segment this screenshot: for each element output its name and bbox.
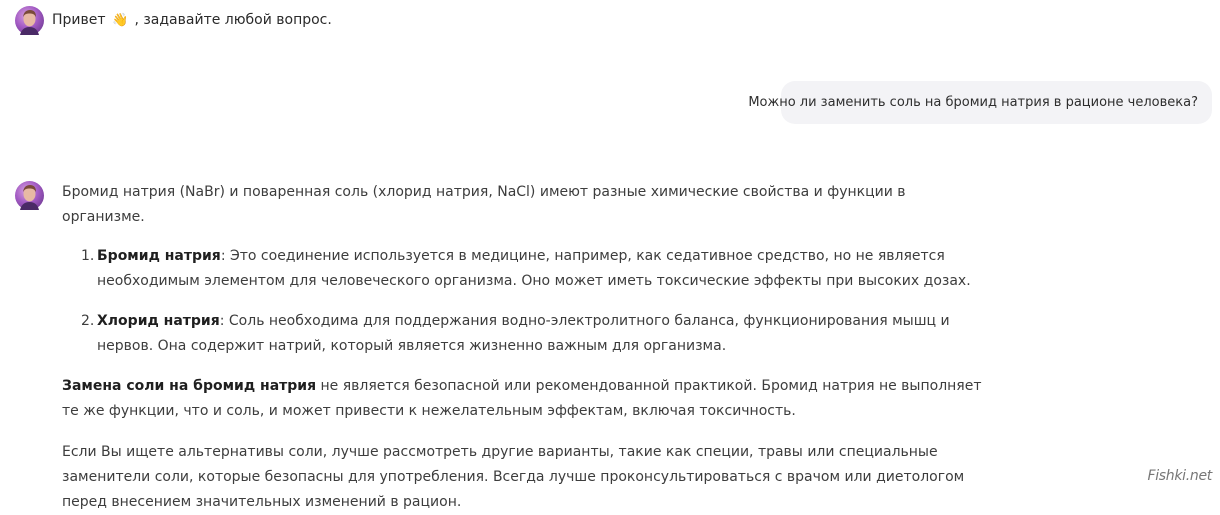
answer-advice: Если Вы ищете альтернативы соли, лучше рассмотреть другие варианты, такие как специи, травы или специальные заменители соли, которые безопасны для употребления. Всегда лучше проконсультироваться с врачом или диетологом перед внесением значительных изменений в рацион. (62, 444, 965, 510)
list-item-text: : Соль необходима для поддержания водно-электролитного баланса, функционирования мышц и нервов. Она содержит натрий, который является жизненно важным для организма. (97, 313, 950, 354)
waving-hand-icon: 👋 (112, 13, 129, 28)
greeting-text-before: Привет (52, 12, 106, 28)
watermark-logo: Fishki.net (1147, 468, 1212, 484)
conclusion-text: не является безопасной или рекомендованной практикой. Бромид натрия не выполняет те же функции, что и соль, и может привести к нежелательным эффектам, включая токсичность. (62, 378, 982, 419)
list-item (62, 309, 982, 359)
list-item-text: : Это соединение используется в медицине, например, как седативное средство, но не является необходимым элементом для человеческого организма. Оно может иметь токсические эффекты при высоких дозах. (97, 248, 971, 289)
list-item (62, 244, 982, 294)
user-message-bubble (748, 81, 1212, 124)
list-number: 2. (81, 313, 95, 329)
assistant-avatar (15, 181, 44, 210)
answer-intro: Бромид натрия (NaBr) и поваренная соль (хлорид натрия, NaCl) имеют разные химические свойства и функции в организме. (62, 184, 906, 225)
answer-list (62, 244, 982, 359)
user-message-text: Можно ли заменить соль на бромид натрия в рационе человека? (748, 95, 1198, 110)
answer-conclusion (62, 374, 982, 424)
list-number: 1. (81, 248, 95, 264)
list-item-title: Хлорид натрия (97, 313, 220, 329)
greeting-text-after: , задавайте любой вопрос. (134, 12, 332, 28)
assistant-avatar (15, 6, 44, 35)
assistant-answer (62, 180, 982, 515)
conclusion-bold: Замена соли на бромид натрия (62, 378, 317, 394)
face-icon (15, 6, 44, 35)
greeting-message (52, 12, 332, 28)
face-icon (15, 181, 44, 210)
list-item-title: Бромид натрия (97, 248, 221, 264)
